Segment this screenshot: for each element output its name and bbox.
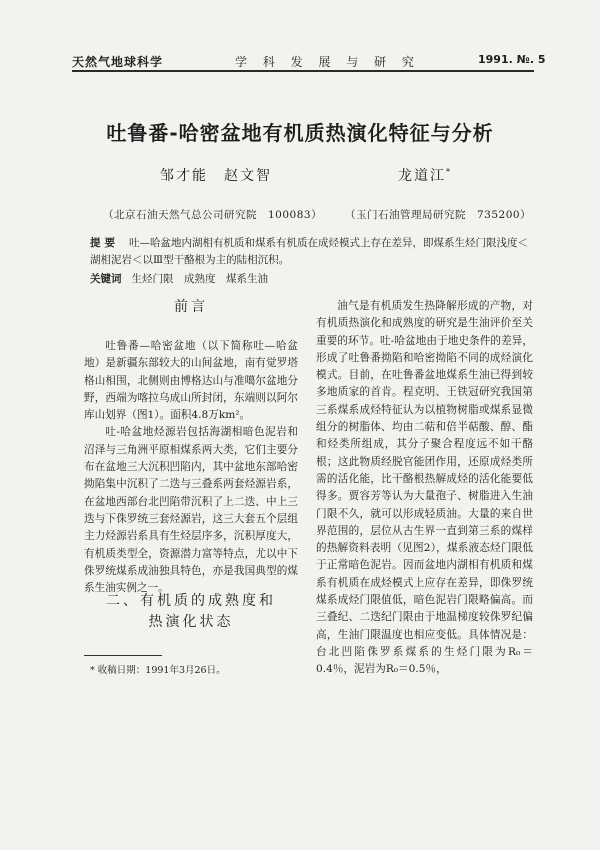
journal-name: 天然气地球科学: [72, 55, 164, 69]
authors-left: 邹才能 赵文智: [160, 168, 272, 184]
right-column: [316, 298, 533, 679]
abstract-text: 吐—哈盆地内湖相有机质和煤系有机质在成烃模式上存在差异，即煤系生烃门限浅度＜湖相泥岩＜以Ⅲ型干酪根为主的陆相沉积。: [90, 237, 528, 266]
author-name: 龙道江: [398, 168, 446, 184]
left-column: [84, 338, 298, 597]
intro-heading: 前言: [174, 299, 208, 315]
footnote-rule: [84, 655, 162, 656]
paragraph: 吐-哈盆地烃源岩包括海湖相暗色泥岩和沼泽与三角洲平原相煤系两大类，它们主要分布在盆地三大沉积凹陷内，其中盆地东部哈密拗陷集中沉积了二迭与三叠系两套烃源岩系，在盆地西部台北凹陷带沉积了上二迭、中上三迭与下侏罗统三套烃源岩，这三大套五个层组主力烃源岩系具有生烃层序多，沉积厚度大，有机质类型全，资源潜力富等特点，尤以中下侏罗统煤系成油独具特色，亦是我国典型的煤系生油实例之一。: [84, 426, 298, 595]
footnote: * 收稿日期：1991年3月26日。: [90, 665, 226, 676]
keywords-text: 生烃门限 成熟度 煤系生油: [131, 273, 268, 285]
section2-heading: 二、有机质的成熟度和: [106, 593, 276, 609]
affiliation-right: （玉门石油管理局研究院 735200）: [345, 209, 532, 221]
affiliation-left: （北京石油天然气总公司研究院 100083）: [103, 209, 323, 221]
abstract-label: 提要: [90, 237, 119, 249]
abstract: [90, 235, 530, 269]
paragraph: 吐鲁番—哈密盆地（以下简称吐—哈盆地）是新疆东部较大的山间盆地，南有觉罗塔格山相围，北侧则由博格达山与准噶尔盆地分野，西端为喀拉乌成山所封闭，东端则以阿尔库山划界（图1）。面积4.8万km²。: [84, 340, 298, 422]
article-title: 吐鲁番-哈密盆地有机质热演化特征与分析: [106, 121, 494, 145]
paragraph: 油气是有机质发生热降解形成的产物，对有机质热演化和成熟度的研究是生油评价至关重要的环节。吐-哈盆地由于地史条件的差异，形成了吐鲁番拗陷和哈密拗陷不同的成烃演化模式。目前，在吐鲁番盆地煤系生油已得到较多地质家的首肯。程克明、王铁冠研究我国第三系煤系成烃特征认为以植物树脂或煤系显微组分的树脂体、均由二萜和倍半萜酸、醇、酯和烃类所组成，其分子聚合程度远不如干酪根；这此物质经脱官能团作用，还原成烃类所需的活化能，比干酪根热解成烃的活化能要低得多。贾容芳等认为大量孢子、树脂进入生油门限不久，就可以形成轻质油。大量的来自世界范围的，层位从古生界一直到第三系的煤样的热解资料表明（见图2），煤系液态烃门限低于正常暗色泥岩。因而盆地内湖相有机质和煤系有机质在成烃模式上应存在差异，即侏罗统煤系成烃门限值低，暗色泥岩门限略偏高。而三叠纪、二迭纪门限由于地温梯度较侏罗纪偏高，生油门限温度也相应变低。具体情况是：台北凹陷侏罗系煤系的生烃门限为R₀＝0.4％，泥岩为R₀＝0.5％，: [316, 300, 533, 676]
author-footnote-mark: *: [446, 167, 452, 177]
keywords: [90, 271, 268, 286]
section2-heading-line2: 热演化状态: [148, 614, 234, 630]
keywords-label: 关键词: [90, 273, 122, 285]
issue-number: 1991. №. 5: [478, 53, 546, 66]
header-rule: [72, 70, 534, 72]
authors-right: [398, 165, 452, 185]
section-name: 学 科 发 展 与 研 究: [235, 55, 420, 69]
